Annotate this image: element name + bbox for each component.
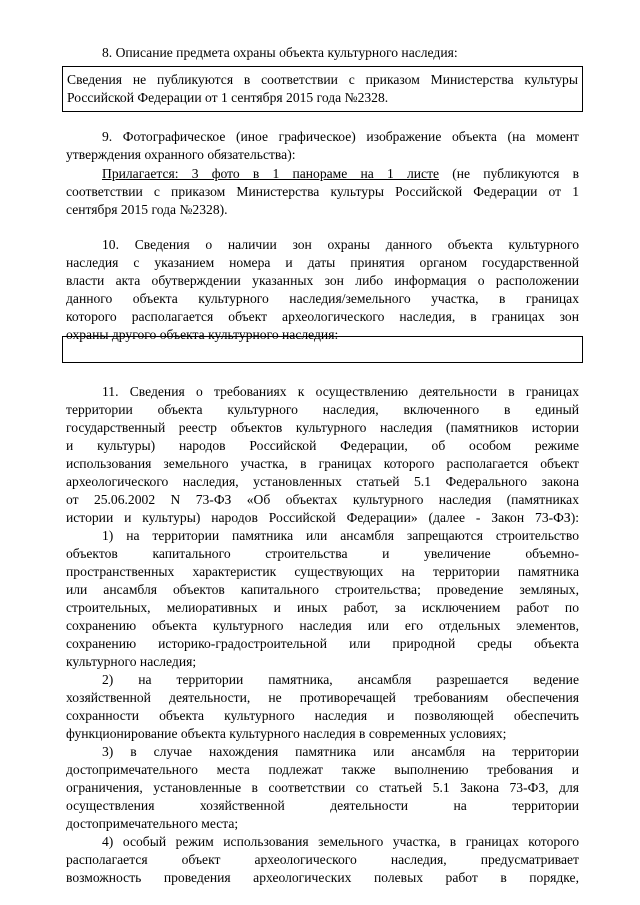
section11-intro-line-4: и культуры) народов Российской Федерации, об особом режиме xyxy=(66,438,579,453)
section8-box-line-2: Российской Федерации от 1 сентября 2015 года №2328. xyxy=(67,90,389,105)
section10-line-5: которого располагается объект археологического наследия, в границах зон xyxy=(66,309,579,324)
section10-line-3: власти акта обутверждении указанных зон либо информация о расположении xyxy=(66,273,579,288)
section8-box xyxy=(62,66,583,112)
section11-intro-line-7: от 25.06.2002 N 73-ФЗ «Об объектах культурного наследия (памятниках xyxy=(66,492,579,507)
section10-line-1: 10. Сведения о наличии зон охраны данного объекта культурного xyxy=(102,237,579,252)
item2-line-2: хозяйственной деятельности, не противоречащей требованиям обеспечения xyxy=(66,690,579,705)
section10-empty-box xyxy=(62,336,583,363)
section9-attached-line xyxy=(102,165,579,183)
item4-line-2: располагается объект археологического наследия, предусматривает xyxy=(66,852,579,867)
section9-line-5: сентября 2015 года №2328). xyxy=(66,202,228,217)
section9-attached-underlined: Прилагается: 3 фото в 1 панораме на 1 листе xyxy=(102,166,440,181)
item1-line-1: 1) на территории памятника или ансамбля запрещаются строительство xyxy=(102,528,579,543)
item4-line-1: 4) особый режим использования земельного участка, в границах которого xyxy=(102,834,579,849)
section10-line-2: наследия с указанием номера и даты принятия органом государственной xyxy=(66,255,579,270)
section10-line-6: охраны другого объекта культурного наследия: xyxy=(66,327,339,342)
section9-line-2: утверждения охранного обязательства): xyxy=(66,147,296,162)
item3-line-1: 3) в случае нахождения памятника или ансамбля на территории xyxy=(102,744,579,759)
item1-line-8: культурного наследия; xyxy=(66,654,197,669)
section11-intro-line-6: археологического наследия, установленных статьей 5.1 Федерального закона xyxy=(66,474,579,489)
section8-heading: 8. Описание предмета охраны объекта культурного наследия: xyxy=(102,45,458,60)
item3-line-5: достопримечательного места; xyxy=(66,816,239,831)
section9-line-1: 9. Фотографическое (иное графическое) изображение объекта (на момент xyxy=(102,129,579,144)
item3-line-4: осуществления хозяйственной деятельности на территории xyxy=(66,798,579,813)
item1-line-2: объектов капитального строительства и увеличение объемно- xyxy=(66,546,579,561)
item2-line-3: сохранности объекта культурного наследия и позволяющей обеспечить xyxy=(66,708,579,723)
item1-line-3: пространственных характеристик существующих на территории памятника xyxy=(66,564,579,579)
item2-line-1: 2) на территории памятника, ансамбля разрешается ведение xyxy=(102,672,579,687)
section11-intro-line-8: истории и культуры) народов Российской Федерации» (далее - Закон 73-ФЗ): xyxy=(66,510,579,525)
section10-line-4: данного объекта культурного наследия/земельного участка, в границах xyxy=(66,291,579,306)
item1-line-7: сохранению историко-градостроительной или природной среды объекта xyxy=(66,636,579,651)
section11-intro-line-1: 11. Сведения о требованиях к осуществлению деятельности в границах xyxy=(102,384,579,399)
section11-intro-line-5: использования земельного участка, в границах которого располагается объект xyxy=(66,456,579,471)
item1-line-6: сохранению объекта культурного наследия или его отдельных элементов, xyxy=(66,618,579,633)
item4-line-3: возможность проведения археологических полевых работ в порядке, xyxy=(66,870,579,885)
item3-line-3: ограничения, установленные в соответствии со статьей 5.1 Закона 73-ФЗ, для xyxy=(66,780,579,795)
item3-line-2: достопримечательного места подлежат также выполнению требования и xyxy=(66,762,579,777)
item1-line-5: строительных, мелиоративных и иных работ, за исключением работ по xyxy=(66,600,579,615)
section11-intro-line-3: государственный реестр объектов культурного наследия (памятников истории xyxy=(66,420,579,435)
section11-intro-line-2: территории объекта культурного наследия, включенного в единый xyxy=(66,402,579,417)
section8-box-line-1: Сведения не публикуются в соответствии с приказом Министерства культуры xyxy=(67,72,578,87)
section9-line-4: соответствии с приказом Министерства культуры Российской Федерации от 1 xyxy=(66,184,579,199)
item2-line-4: функционирование объекта культурного наследия в современных условиях; xyxy=(66,726,507,741)
item1-line-4: или ансамбля объектов капитального строительства; проведение земляных, xyxy=(66,582,579,597)
section9-attached-rest: (не публикуются в xyxy=(439,166,579,181)
